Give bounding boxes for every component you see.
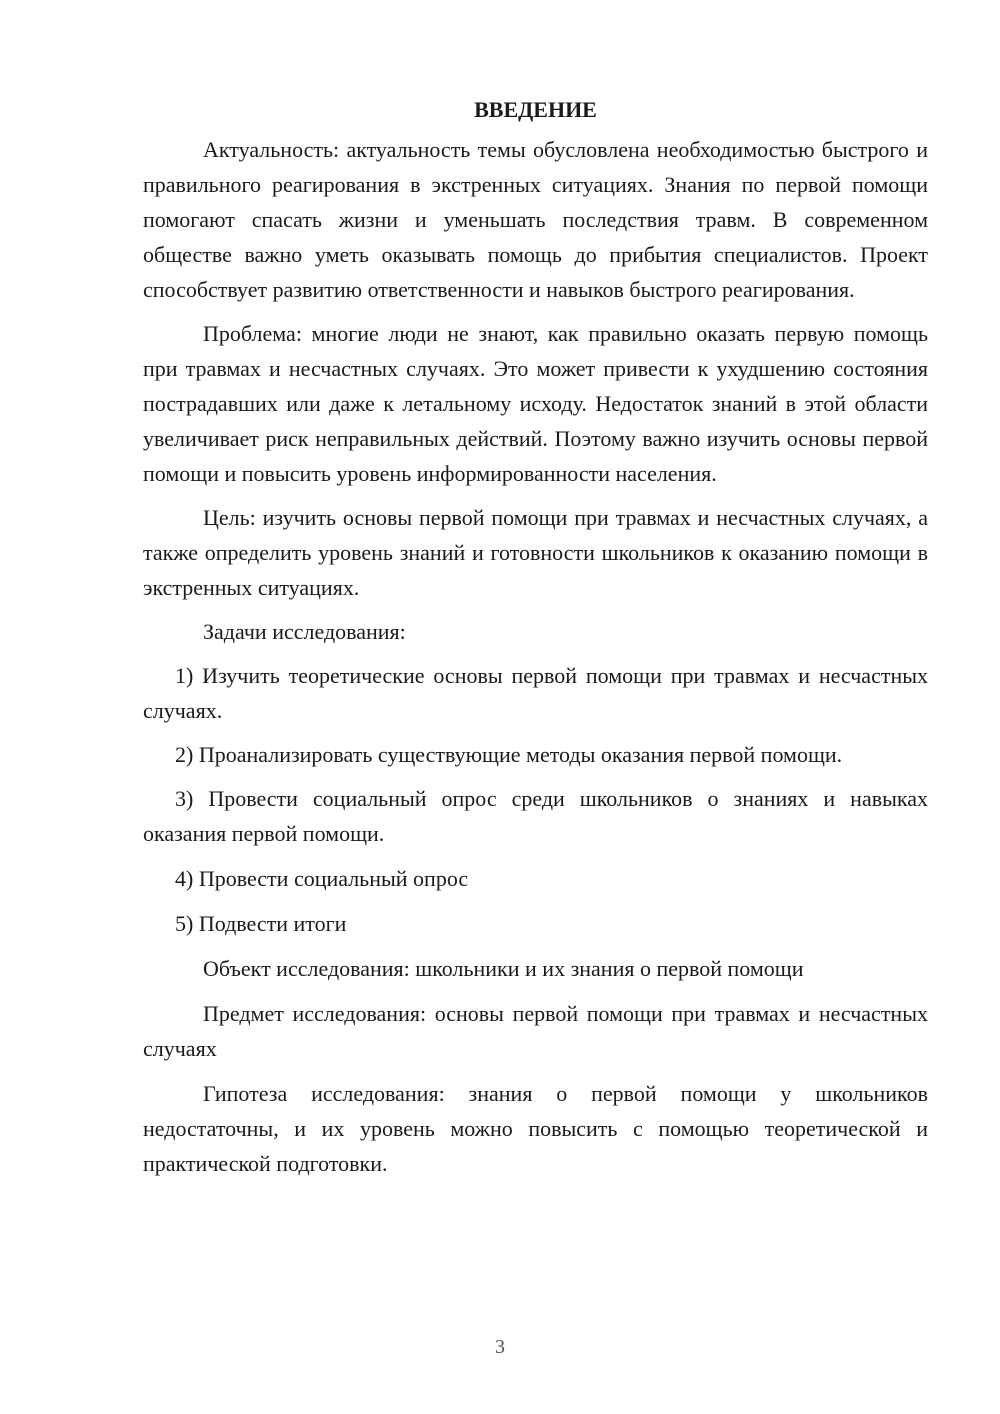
paragraph-object: Объект исследования: школьники и их знания о первой помощи <box>203 956 804 981</box>
paragraph-relevance: Актуальность: актуальность темы обусловлена необходимостью быстрого и правильного реагирования в экстренных ситуациях. Знания по первой помощи помогают спасать жизни и уменьшать последствия травм. В современном обществе важно уметь оказывать помощь до прибытия специалистов. Проект способствует развитию ответственности и навыков быстрого реагирования. <box>143 137 928 302</box>
paragraph-hypothesis: Гипотеза исследования: знания о первой помощи у школьников недостаточны, и их уровень можно повысить с помощью теоретической и практической подготовки. <box>143 1081 928 1176</box>
list-item-task-4: 4) Провести социальный опрос <box>175 866 469 891</box>
tasks-heading: Задачи исследования: <box>203 619 406 644</box>
paragraph-goal: Цель: изучить основы первой помощи при травмах и несчастных случаях, а также определить уровень знаний и готовности школьников к оказанию помощи в экстренных ситуациях. <box>143 505 928 600</box>
list-item-task-3: 3) Провести социальный опрос среди школьников о знаниях и навыках оказания первой помощи. <box>143 786 928 846</box>
list-item-task-5: 5) Подвести итоги <box>175 911 347 936</box>
paragraph-subject: Предмет исследования: основы первой помощи при травмах и несчастных случаях <box>143 1001 928 1061</box>
list-item-task-1: 1) Изучить теоретические основы первой помощи при травмах и несчастных случаях. <box>143 663 928 723</box>
page-number: 3 <box>495 1336 505 1358</box>
page-title: ВВЕДЕНИЕ <box>474 97 597 122</box>
document-page <box>143 88 928 1181</box>
list-item-task-2: 2) Проанализировать существующие методы оказания первой помощи. <box>175 742 843 767</box>
paragraph-problem: Проблема: многие люди не знают, как правильно оказать первую помощь при травмах и несчастных случаях. Это может привести к ухудшению состояния пострадавших или даже к летальному исходу. Недостаток знаний в этой области увеличивает риск неправильных действий. Поэтому важно изучить основы первой помощи и повысить уровень информированности населения. <box>143 321 928 486</box>
